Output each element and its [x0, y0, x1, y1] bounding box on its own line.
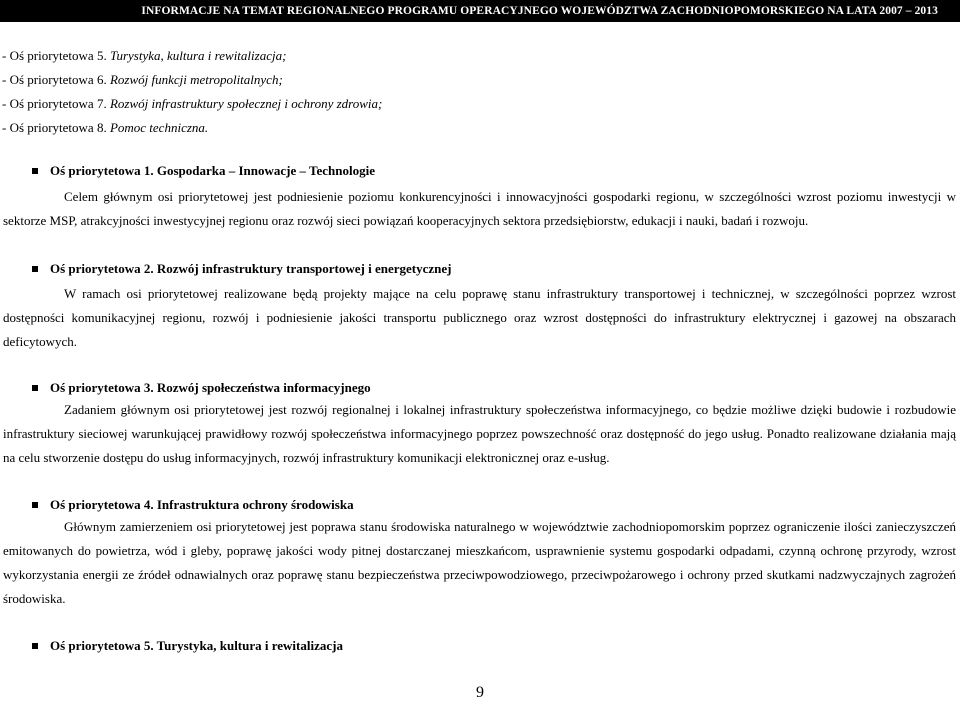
list-item-prefix: - Oś priorytetowa 6. — [2, 72, 110, 87]
list-item-prefix: - Oś priorytetowa 8. — [2, 120, 110, 135]
section-title: Oś priorytetowa 2. Rozwój infrastruktury transportowej i energetycznej — [50, 261, 452, 276]
square-bullet-icon — [32, 385, 38, 391]
section-heading — [32, 497, 354, 513]
square-bullet-icon — [32, 643, 38, 649]
list-item-prefix: - Oś priorytetowa 7. — [2, 96, 110, 111]
square-bullet-icon — [32, 266, 38, 272]
header-title: INFORMACJE NA TEMAT REGIONALNEGO PROGRAMU OPERACYJNEGO WOJEWÓDZTWA ZACHODNIOPOMORSKIEGO NA LATA 2007 – 2013 — [141, 5, 938, 17]
section-heading — [32, 163, 375, 179]
section-title: Oś priorytetowa 1. Gospodarka – Innowacje – Technologie — [50, 163, 376, 178]
priority-axes-list — [2, 44, 382, 140]
list-item-title: Turystyka, kultura i rewitalizacja; — [109, 48, 287, 63]
square-bullet-icon — [32, 168, 38, 174]
list-item — [2, 92, 382, 116]
list-item-title: Rozwój infrastruktury społecznej i ochrony zdrowia; — [109, 96, 383, 111]
page-number: 9 — [476, 684, 484, 701]
section-title: Oś priorytetowa 4. Infrastruktura ochrony środowiska — [50, 497, 354, 512]
section-paragraph: Zadaniem głównym osi priorytetowej jest rozwój regionalnej i lokalnej infrastruktury społeczeństwa informacyjnego, co będzie możliwe dzięki budowie i rozbudowie infrastruktury sieciowej warunkującej prawidłowy rozwój społeczeństwa informacyjnego poprzez powszechność oraz dostępność do jego usług. Ponadto realizowane działania mają na celu stworzenie dostępu do usług informacyjnych, rozwój infrastruktury komunikacji elektronicznej oraz e-usług. — [3, 402, 956, 465]
section-paragraph: Celem głównym osi priorytetowej jest podniesienie poziomu konkurencyjności i innowacyjności gospodarki regionu, w szczególności wzrost poziomu inwestycji w sektorze MSP, atrakcyjności inwestycyjnej regionu oraz rozwój sieci powiązań kooperacyjnych sektora przedsiębiorstw, edukacji i nauki, badań i rozwoju. — [3, 189, 956, 228]
section-title: Oś priorytetowa 3. Rozwój społeczeństwa informacyjnego — [50, 380, 371, 395]
list-item-prefix: - Oś priorytetowa 5. — [2, 48, 110, 63]
list-item — [2, 68, 382, 92]
document-header — [0, 0, 960, 22]
square-bullet-icon — [32, 502, 38, 508]
section-heading — [32, 261, 451, 277]
section-paragraph: W ramach osi priorytetowej realizowane będą projekty mające na celu poprawę stanu infrastruktury transportowej i technicznej, w szczególności poprzez wzrost dostępności komunikacyjnej regionu, rozwój i podniesienie jakości transportu publicznego oraz wzrost dostępności do infrastruktury elektrycznej i gazowej na obszarach deficytowych. — [3, 286, 956, 349]
section-title: Oś priorytetowa 5. Turystyka, kultura i rewitalizacja — [50, 638, 343, 653]
list-item-title: Rozwój funkcji metropolitalnych; — [109, 72, 283, 87]
list-item-title: Pomoc techniczna. — [109, 120, 209, 135]
section-heading — [32, 380, 371, 396]
list-item — [2, 116, 382, 140]
list-item — [2, 44, 382, 68]
section-paragraph: Głównym zamierzeniem osi priorytetowej jest poprawa stanu środowiska naturalnego w województwie zachodniopomorskim poprzez ograniczenie ilości zanieczyszczeń emitowanych do powietrza, wód i gleby, poprawę jakości wody pitnej dostarczanej mieszkańcom, usprawnienie systemu gospodarki odpadami, czynną ochronę przyrody, wzrost wykorzystania energii ze źródeł odnawialnych oraz poprawę stanu bezpieczeństwa przeciwpowodziowego, przeciwpożarowego i ochrony przed skutkami nadzwyczajnych zagrożeń środowiska. — [3, 519, 956, 606]
section-heading — [32, 638, 343, 654]
